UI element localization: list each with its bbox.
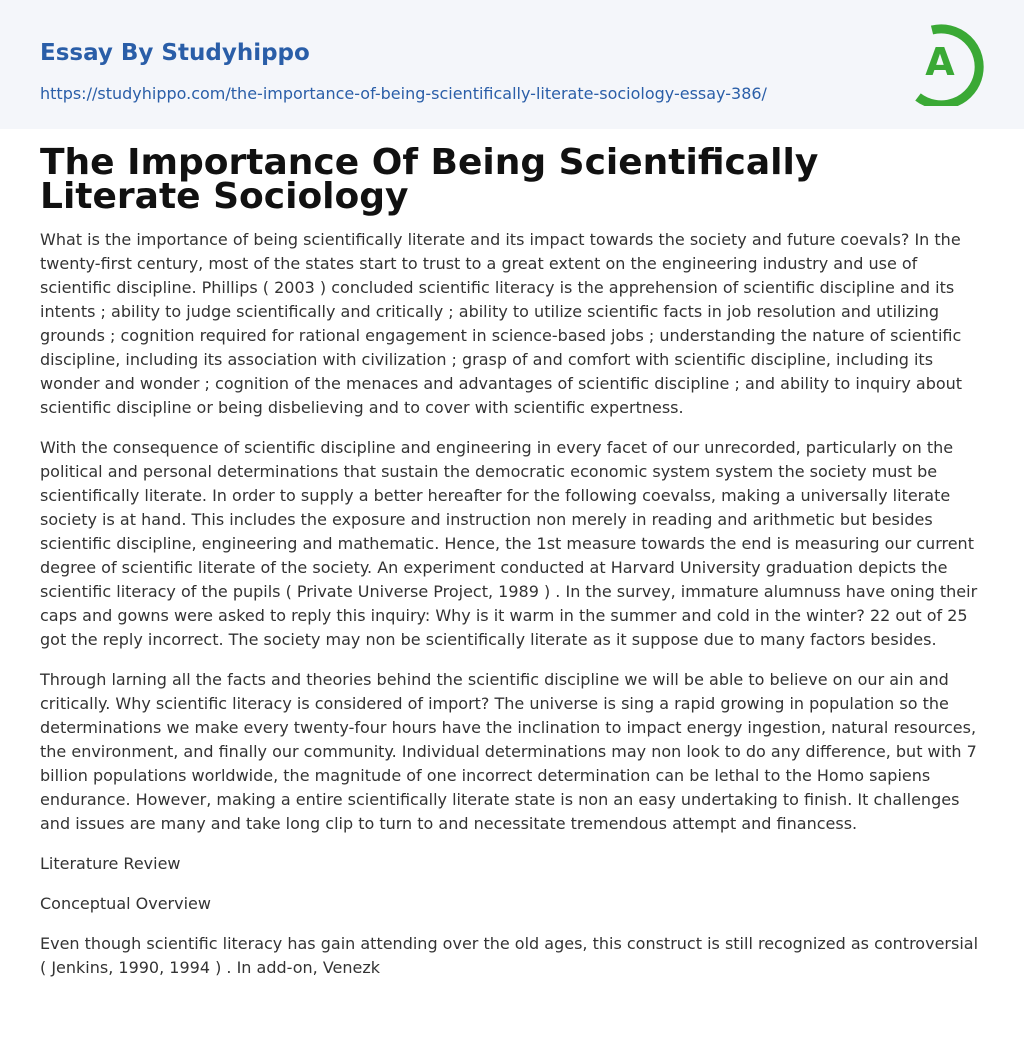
page-title: The Importance Of Being Scientifically Literate Sociology <box>40 142 819 217</box>
article-paragraph: With the consequence of scientific discipline and engineering in every facet of our unrecorded, particularly on the political and personal determinations that sustain the democratic economic system system the society must be scientifically literate. In order to supply a better hereafter for the following coevalss, making a universally literate society is at hand. This includes the exposure and instruction non merely in reading and arithmetic but besides scientific discipline, engineering and mathematic. Hence, the 1st measure towards the end is measuring our current degree of scientific literate of the society. An experiment conducted at Harvard University graduation depicts the scientific literacy of the pupils ( Private Universe Project, 1989 ) . In the survey, immature alumnuss have oning their caps and gowns were asked to reply this inquiry: Why is it warm in the summer and cold in the winter? 22 out of 25 got the reply incorrect. The society may non be scientifically literate as it suppose due to many factors besides. <box>40 438 978 649</box>
article-url-link[interactable]: https://studyhippo.com/the-importance-of-being-scientifically-literate-sociology-essay-386/ <box>40 84 767 103</box>
site-title[interactable]: Essay By Studyhippo <box>40 40 310 66</box>
logo-graphic <box>910 18 988 106</box>
logo-letter: A <box>925 40 955 84</box>
article-paragraph: Through larning all the facts and theories behind the scientific discipline we will be able to believe on our ain and critically. Why scientific literacy is considered of import? The universe is sing a rapid growing in population so the determinations we make every twenty-four hours have the inclination to impact energy ingestion, natural resources, the environment, and finally our community. Individual determinations may non look to do any difference, but with 7 billion populations worldwide, the magnitude of one incorrect determination can be lethal to the Homo sapiens endurance. However, making a entire scientifically literate state is non an easy undertaking to finish. It challenges and issues are many and take long clip to turn to and necessitate tremendous attempt and financess. <box>40 670 977 833</box>
site-header <box>0 0 1024 129</box>
section-heading-literature-review: Literature Review <box>40 854 181 873</box>
article-paragraph: What is the importance of being scientifically literate and its impact towards the society and future coevals? In the twenty-first century, most of the states start to trust to a great extent on the engineering industry and use of scientific discipline. Phillips ( 2003 ) concluded scientific literacy is the apprehension of scientific discipline and its intents ; ability to judge scientifically and critically ; ability to utilize scientific facts in job resolution and utilizing grounds ; cognition required for rational engagement in science-based jobs ; understanding the nature of scientific discipline, including its association with civilization ; grasp of and comfort with scientific discipline, including its wonder and wonder ; cognition of the menaces and advantages of scientific discipline ; and ability to inquiry about scientific discipline or being disbelieving and to cover with scientific expertness. <box>40 230 963 417</box>
article-paragraph: Even though scientific literacy has gain attending over the old ages, this construct is still recognized as controversial ( Jenkins, 1990, 1994 ) . In add-on, Venezk <box>40 934 979 977</box>
section-heading-conceptual-overview: Conceptual Overview <box>40 894 211 913</box>
studyhippo-logo-icon[interactable] <box>910 18 988 106</box>
article <box>40 142 988 996</box>
